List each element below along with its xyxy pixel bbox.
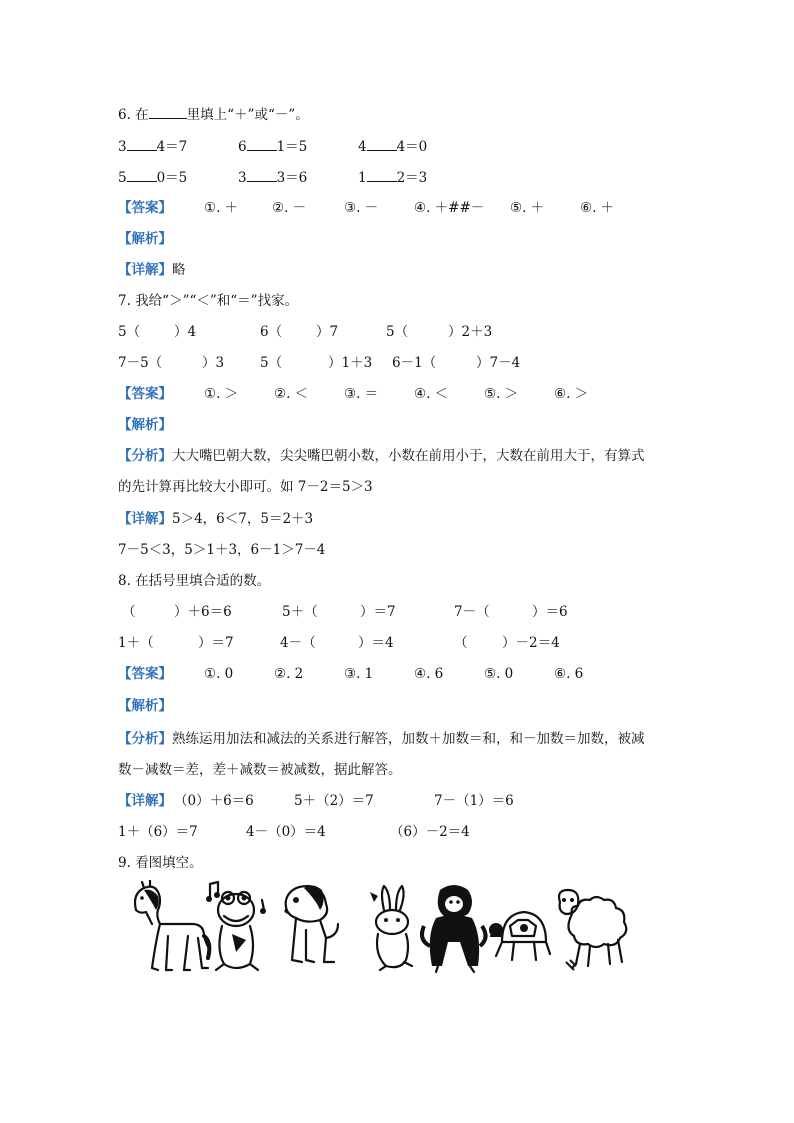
q6-item: 3 4＝7 (118, 136, 187, 156)
q8-row2: 1＋（ ）＝7 4－（ ）＝4 （ ）－2＝4 (118, 635, 560, 651)
rabbit-icon (366, 880, 420, 976)
answer-tag: 【答案】 (118, 386, 172, 402)
q7-fenxi-line1 (118, 447, 645, 465)
detail-tag: 【详解】 (118, 262, 172, 278)
answer-item: ⑥. 6 (554, 666, 584, 682)
fenxi-text: 大大嘴巴朝大数，尖尖嘴巴朝小数，小数在前用小于，大数在前用大于，有算式 (172, 448, 645, 464)
q8-row1: （ ）＋6＝6 5＋（ ）＝7 7－（ ）＝6 (122, 604, 568, 620)
q6-item: 3 3＝6 (238, 167, 307, 187)
analysis-tag: 【解析】 (118, 231, 172, 247)
answer-item: ⑤. 0 (484, 666, 514, 682)
detail-text: 5＞4，6＜7，5＝2＋3 (172, 511, 314, 527)
q6-item: 1 2＝3 (358, 167, 427, 187)
answer-item: ⑥. ＋ (580, 200, 615, 216)
answer-item: ③. ＝ (344, 386, 379, 402)
sheep-icon (552, 880, 632, 976)
q6-item: 6 1＝5 (238, 136, 307, 156)
q6-item: 5 0＝5 (118, 167, 187, 187)
q6-blank[interactable] (367, 167, 397, 182)
q6-blank[interactable] (367, 136, 397, 151)
q6-row1 (118, 136, 718, 154)
q6-blank[interactable] (247, 136, 277, 151)
q8-answer-line (118, 665, 718, 683)
q6-answer-line (118, 199, 718, 217)
q6-title-post: 里填上“＋”或“－”。 (186, 107, 309, 123)
detail-text: 略 (172, 262, 186, 278)
answer-item: ①. 0 (204, 666, 234, 682)
q7-row1: 5（ ）4 6（ ）7 5（ ）2＋3 (118, 324, 493, 340)
detail-tag: 【详解】 (118, 511, 172, 527)
q7-title: 7. 我给“＞”“＜”和“＝”找家。 (118, 293, 299, 309)
answer-item: ②. ＜ (274, 386, 309, 402)
analysis-tag: 【解析】 (118, 417, 172, 433)
q8-fenxi-line2: 数－减数＝差，差＋减数＝被减数，据此解答。 (118, 762, 402, 778)
turtle-icon (488, 880, 552, 976)
q6-title-pre: 6. 在 (118, 107, 149, 123)
monkey-icon (418, 880, 492, 976)
answer-item: ①. ＞ (204, 386, 239, 402)
fenxi-text: 熟练运用加法和减法的关系进行解答，加数＋加数＝和，和－加数＝加数，被减 (172, 731, 645, 747)
detail-tag: 【详解】 (118, 793, 172, 809)
answer-item: ④. ＋##－ (414, 200, 485, 216)
q8-detail-row2: 1＋（6）＝7 4－（0）＝4 （6）－2＝4 (118, 824, 470, 840)
q8-fenxi-line1 (118, 730, 645, 748)
answer-item: ①. ＋ (204, 200, 239, 216)
q6-blank[interactable] (127, 136, 157, 151)
answer-item: ⑥. ＞ (554, 386, 589, 402)
q6-title (118, 104, 309, 124)
dog-icon (276, 880, 352, 976)
horse-icon (122, 880, 212, 976)
fenxi-tag: 【分析】 (118, 731, 172, 747)
answer-item: ②. 2 (274, 666, 304, 682)
q7-detail-line2: 7－5＜3，5＞1＋3，6－1＞7－4 (118, 542, 326, 558)
q6-detail (118, 261, 186, 279)
q8-title: 8. 在括号里填合适的数。 (118, 573, 271, 589)
q6-blank[interactable] (247, 167, 277, 182)
animal-row-illustration (122, 880, 632, 980)
q6-title-blank (149, 104, 187, 119)
q8-detail-row1: 【详解】 （0）＋6＝6 5＋（2）＝7 7－（1）＝6 (118, 793, 514, 809)
analysis-tag: 【解析】 (118, 698, 172, 714)
fenxi-tag: 【分析】 (118, 448, 172, 464)
answer-item: ④. 6 (414, 666, 444, 682)
answer-item: ③. － (344, 200, 379, 216)
answer-tag: 【答案】 (118, 200, 172, 216)
answer-item: ④. ＜ (414, 386, 449, 402)
answer-item: ⑤. ＋ (510, 200, 545, 216)
q9-title: 9. 看图填空。 (118, 855, 203, 871)
q6-item: 4 4＝0 (358, 136, 427, 156)
q6-row2 (118, 167, 718, 185)
q7-answer-line (118, 385, 718, 403)
answer-item: ⑤. ＞ (484, 386, 519, 402)
answer-item: ②. － (272, 200, 307, 216)
answer-item: ③. 1 (344, 666, 374, 682)
q6-blank[interactable] (127, 167, 157, 182)
q7-detail-line1 (118, 510, 313, 528)
q7-row2: 7－5（ ）3 5（ ）1＋3 6－1（ ）7－4 (118, 355, 521, 371)
q7-fenxi-line2: 的先计算再比较大小即可。如 7－2＝5＞3 (118, 479, 373, 495)
frog-icon (206, 880, 276, 976)
answer-tag: 【答案】 (118, 666, 172, 682)
